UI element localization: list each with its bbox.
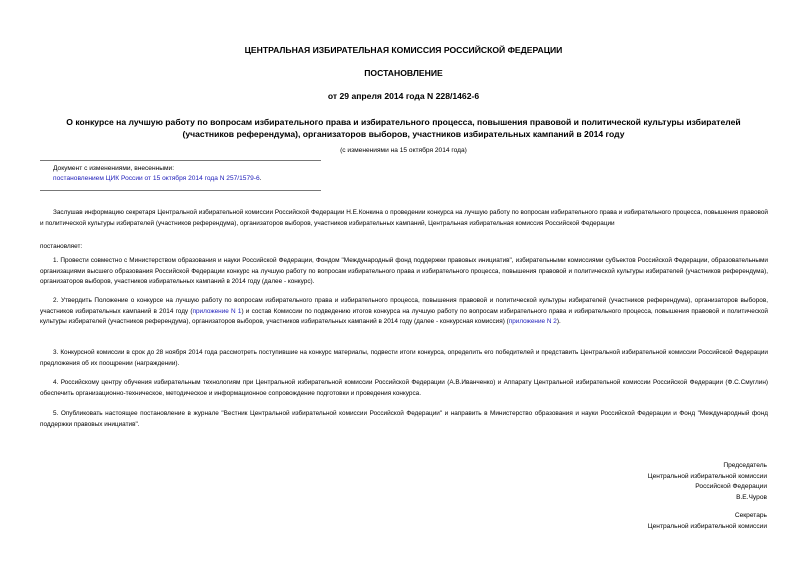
amendment-note: (с изменениями на 15 октября 2014 года)	[340, 147, 467, 154]
changes-box-link-suffix: .	[259, 175, 262, 182]
item-5-paragraph: 5. Опубликовать настоящее постановление в журнале "Вестник Центральной избирательной комиссии Российской Федерации" и направить в Министерство образования и науки Российской Федерации и Фонд "Международный фонд поддержки правовых инициатив".	[40, 410, 768, 428]
chairman-country-line: Российской Федерации	[695, 483, 767, 490]
item-2-paragraph	[40, 296, 768, 328]
document-date-number: от 29 апреля 2014 года N 228/1462-6	[327, 91, 480, 101]
preamble-paragraph: Заслушав информацию секретаря Центральной избирательной комиссии Российской Федерации Н.Е.Конкина о проведении конкурса на лучшую работу по вопросам избирательного права и избирательного процесса, повышения правовой и политической культуры избирателей (участников референдума), организаторов выборов, участников избирательных кампаний, Центральная избирательная комиссия Российской Федерации	[40, 209, 768, 227]
changes-box-link-line	[53, 174, 353, 184]
document-title	[40, 116, 767, 140]
secretary-title: Секретарь	[734, 512, 767, 519]
agency-name: ЦЕНТРАЛЬНАЯ ИЗБИРАТЕЛЬНАЯ КОМИССИЯ РОССИЙСКОЙ ФЕДЕРАЦИИ	[244, 45, 563, 55]
changes-box	[53, 164, 353, 184]
resolves-label: постановляет:	[40, 243, 83, 250]
title-line-2: (участников референдума), организаторов выборов, участников избирательных кампаний в 2014 году	[182, 129, 625, 139]
item-4-paragraph: 4. Российскому центру обучения избирательным технологиям при Центральной избирательной комиссии Российской Федерации (А.В.Иванченко) и Аппарату Центральной избирательной комиссии Российской Федерации (Ф.С.Смуглин) обеспечить организационно-техническое, методическое и информационное сопровождение подготовки и проведения конкурса.	[40, 379, 768, 397]
changes-box-label: Документ с изменениями, внесенными:	[53, 165, 175, 172]
document-type: ПОСТАНОВЛЕНИЕ	[364, 68, 443, 78]
item-1-paragraph: 1. Провести совместно с Министерством образования и науки Российской Федерации, Фондом "Международный фонд поддержки правовых инициатив", избирательными комиссиями субъектов Российской Федерации, образовательными организациями высшего образования Российской Федерации конкурс на лучшую работу по вопросам избирательного права и избирательного процесса, повышения правовой и политической культуры избирателей (участников референдума), организаторов выборов, участников избирательных кампаний в 2014 году (далее - конкурс).	[40, 257, 768, 286]
chairman-name: В.Е.Чуров	[736, 493, 767, 501]
chairman-org-line: Центральной избирательной комиссии	[647, 472, 767, 480]
secretary-signature-block	[467, 511, 767, 532]
appendix-1-link[interactable]: приложение N 1	[192, 307, 242, 315]
item-3-paragraph: 3. Конкурсной комиссии в срок до 28 ноября 2014 года рассмотреть поступившие на конкурс материалы, подвести итоги конкурса, определить его победителей и представить Центральной избирательной комиссии Российской Федерации предложения об их поощрении (награждении).	[40, 349, 768, 367]
changes-box-bottom-rule	[40, 190, 321, 191]
title-line-1: О конкурсе на лучшую работу по вопросам избирательного права и избирательного процесса, повышения правовой и политической культуры избирателей	[66, 117, 741, 127]
item-2-text-b: ) и состав Комиссии по подведению итогов конкурса на лучшую работу по вопросам избирательного права и избирательного процесса, повышения правовой и политической культуры избирателей (участников референдума), организаторов выборов, участников избирательных кампаний в 2014 году (далее - конкурсная комиссия) (	[40, 307, 769, 326]
secretary-org-line: Центральной избирательной комиссии	[647, 522, 767, 530]
chairman-signature-block	[467, 461, 767, 503]
item-2-text-a: 2. Утвердить Положение о конкурсе на лучшую работу по вопросам избирательного права и избирательного процесса, повышения правовой и политической культуры избирателей (участников референдума), организаторов выборов, участников избирательных кампаний в 2014 году (	[40, 297, 768, 315]
amending-resolution-link[interactable]: постановлением ЦИК России от 15 октября 2014 года N 257/1579-6	[53, 175, 260, 182]
item-2-text-c: ).	[556, 318, 561, 326]
appendix-2-link[interactable]: приложение N 2	[508, 318, 557, 326]
chairman-title: Председатель	[723, 462, 767, 469]
changes-box-top-rule	[40, 160, 321, 161]
